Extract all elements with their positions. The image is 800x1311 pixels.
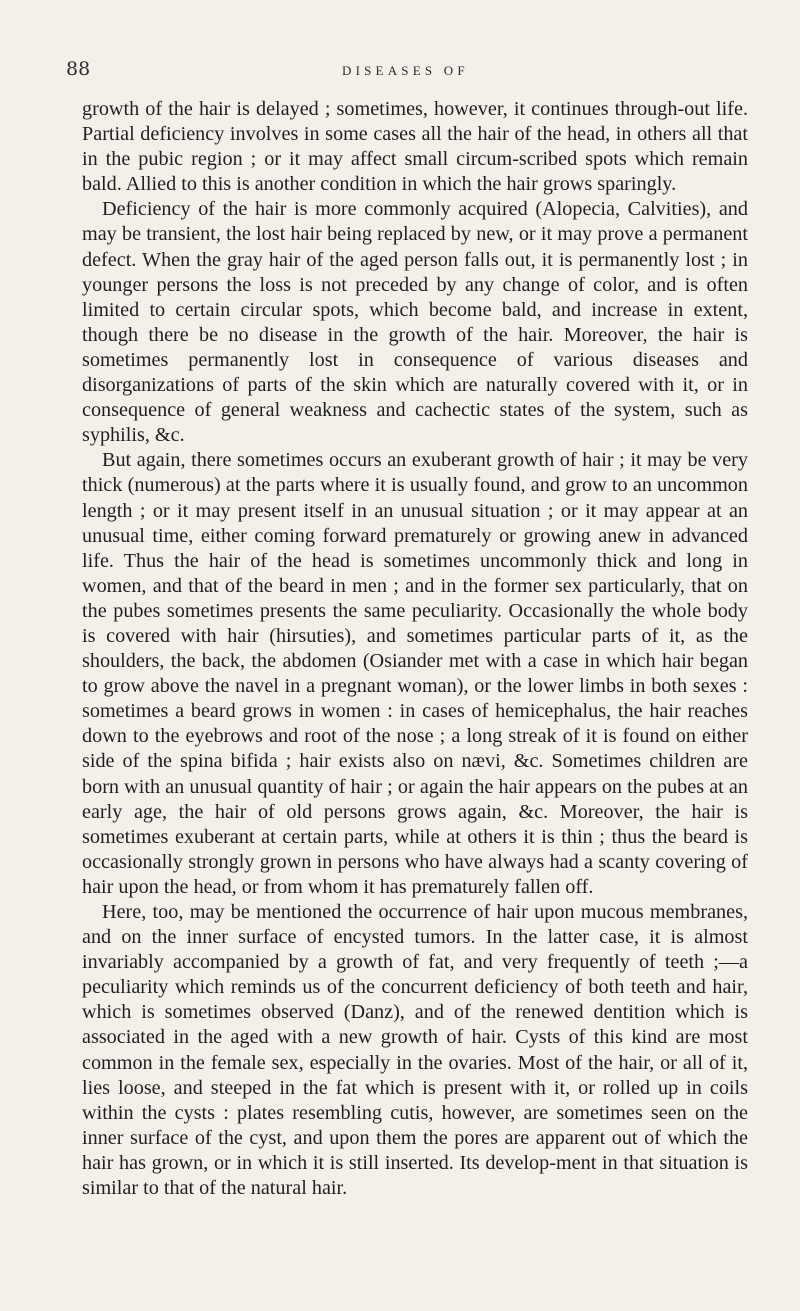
running-head: DISEASES OF <box>342 63 469 78</box>
paragraph-3: But again, there sometimes occurs an exuberant growth of hair ; it may be very thick (numerous) at the parts where it is usually found, and grow to an uncommon length ; or it may present itself in an unusual situation ; or it may appear at an unusual time, either coming forward prematurely or growing anew in advanced life. Thus the hair of the head is sometimes uncommonly thick and long in women, and that of the beard in men ; and in the former sex particularly, that on the pubes sometimes presents the same peculiarity. Occasionally the whole body is covered with hair (hirsuties), and sometimes particular parts of it, as the shoulders, the back, the abdomen (Osiander met with a case in which hair began to grow above the navel in a pregnant woman), or the lower limbs in both sexes : sometimes a beard grows in women : in cases of hemicephalus, the hair reaches down to the eyebrows and root of the nose ; a long streak of it is found on either side of the spina bifida ; hair exists also on nævi, &c. Sometimes children are born with an unusual quantity of hair ; or again the hair appears on the pubes at an early age, the hair of old persons grows again, &c. Moreover, the hair is sometimes exuberant at certain parts, while at others it is thin ; thus the beard is occasionally strongly grown in persons who have always had a scanty covering of hair upon the head, or from whom it has prematurely fallen off. <box>82 449 748 898</box>
paragraph-2: Deficiency of the hair is more commonly acquired (Alopecia, Calvities), and may be transient, the lost hair being replaced by new, or it may prove a permanent defect. When the gray hair of the aged person falls out, it is permanently lost ; in younger persons the loss is not preceded by any change of color, and is often limited to certain circular spots, which become bald, and increase in extent, though there be no disease in the growth of the hair. Moreover, the hair is sometimes permanently lost in consequence of various diseases and disorganizations of parts of the skin which are naturally covered with it, or in consequence of general weakness and cachectic states of the system, such as syphilis, &c. <box>82 198 748 447</box>
page-number: 88 <box>66 58 91 80</box>
paragraph-1: growth of the hair is delayed ; sometimes, however, it continues through-out life. Partial deficiency involves in some cases all the hair of the head, in others all that in the pubic region ; or it may affect small circum-scribed spots which remain bald. Allied to this is another condition in which the hair grows sparingly. <box>82 98 748 196</box>
body-text <box>82 97 748 1201</box>
page-header <box>0 58 800 86</box>
paragraph-4: Here, too, may be mentioned the occurrence of hair upon mucous membranes, and on the inner surface of encysted tumors. In the latter case, it is almost invariably accompanied by a growth of fat, and very frequently of teeth ;—a peculiarity which reminds us of the concurrent deficiency of both teeth and hair, which is sometimes observed (Danz), and of the renewed dentition which is associated in the aged with a new growth of hair. Cysts of this kind are most common in the female sex, especially in the ovaries. Most of the hair, or all of it, lies loose, and steeped in the fat which is present with it, or rolled up in coils within the cysts : plates resembling cutis, however, are sometimes seen on the inner surface of the cyst, and upon them the pores are apparent out of which the hair has grown, or in which it is still inserted. Its develop-ment in that situation is similar to that of the natural hair. <box>82 901 748 1200</box>
